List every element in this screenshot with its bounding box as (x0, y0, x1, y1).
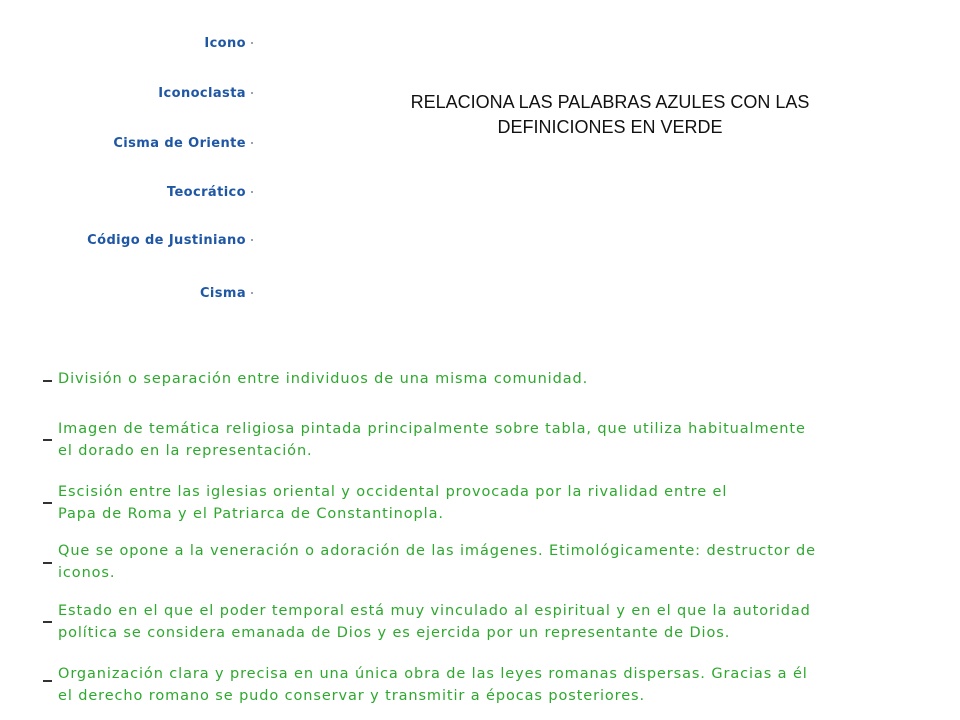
definition-item (58, 368, 938, 390)
term-label: Icono (204, 36, 246, 51)
term-label: Cisma (199, 286, 246, 301)
instruction-line-1: RELACIONA LAS PALABRAS AZULES CON LAS (410, 92, 810, 112)
term-label: Iconoclasta (158, 86, 246, 101)
definition-line-2: iconos. (58, 565, 116, 581)
instruction-line-2: DEFINICIONES EN VERDE (497, 117, 723, 137)
definition-line-1: División o separación entre individuos de una misma comunidad. (58, 371, 589, 387)
definition-line-2: el dorado en la representación. (58, 443, 313, 459)
blank-dash (43, 621, 52, 623)
connector-dot (251, 142, 253, 144)
term-icono (204, 36, 246, 52)
definition-line-1: Escisión entre las iglesias oriental y occidental provocada por la rivalidad entre el (58, 484, 728, 500)
definition-line-2: el derecho romano se pudo conservar y transmitir a épocas posteriores. (58, 688, 645, 704)
definition-item (58, 418, 938, 462)
instruction-heading (390, 90, 830, 140)
term-iconoclasta (158, 86, 246, 102)
connector-dot (251, 292, 253, 294)
term-label: Código de Justiniano (87, 233, 246, 248)
blank-dash (43, 562, 52, 564)
definition-line-1: Organización clara y precisa en una única obra de las leyes romanas dispersas. Gracias a él (58, 666, 808, 682)
connector-dot (251, 92, 253, 94)
definition-item (58, 663, 938, 707)
connector-dot (251, 239, 253, 241)
term-cisma-de-oriente (113, 136, 246, 152)
blank-dash (43, 502, 52, 504)
term-label: Cisma de Oriente (113, 136, 246, 151)
blank-dash (43, 380, 52, 382)
definition-line-1: Imagen de temática religiosa pintada principalmente sobre tabla, que utiliza habitualmente (58, 421, 806, 437)
definition-line-2: Papa de Roma y el Patriarca de Constantinopla. (58, 506, 444, 522)
connector-dot (251, 42, 253, 44)
term-cisma (200, 286, 246, 302)
definition-line-1: Estado en el que el poder temporal está muy vinculado al espiritual y en el que la autoridad (58, 603, 811, 619)
blank-dash (43, 680, 52, 682)
term-codigo-de-justiniano (87, 233, 246, 249)
connector-dot (251, 191, 253, 193)
term-label: Teocrático (166, 185, 246, 200)
term-teocratico (167, 185, 246, 201)
blank-dash (43, 439, 52, 441)
definition-item (58, 481, 938, 525)
definition-line-2: política se considera emanada de Dios y es ejercida por un representante de Dios. (58, 625, 731, 641)
definition-line-1: Que se opone a la veneración o adoración de las imágenes. Etimológicamente: destructor de (58, 543, 816, 559)
definition-item (58, 600, 938, 644)
definition-item (58, 540, 938, 584)
